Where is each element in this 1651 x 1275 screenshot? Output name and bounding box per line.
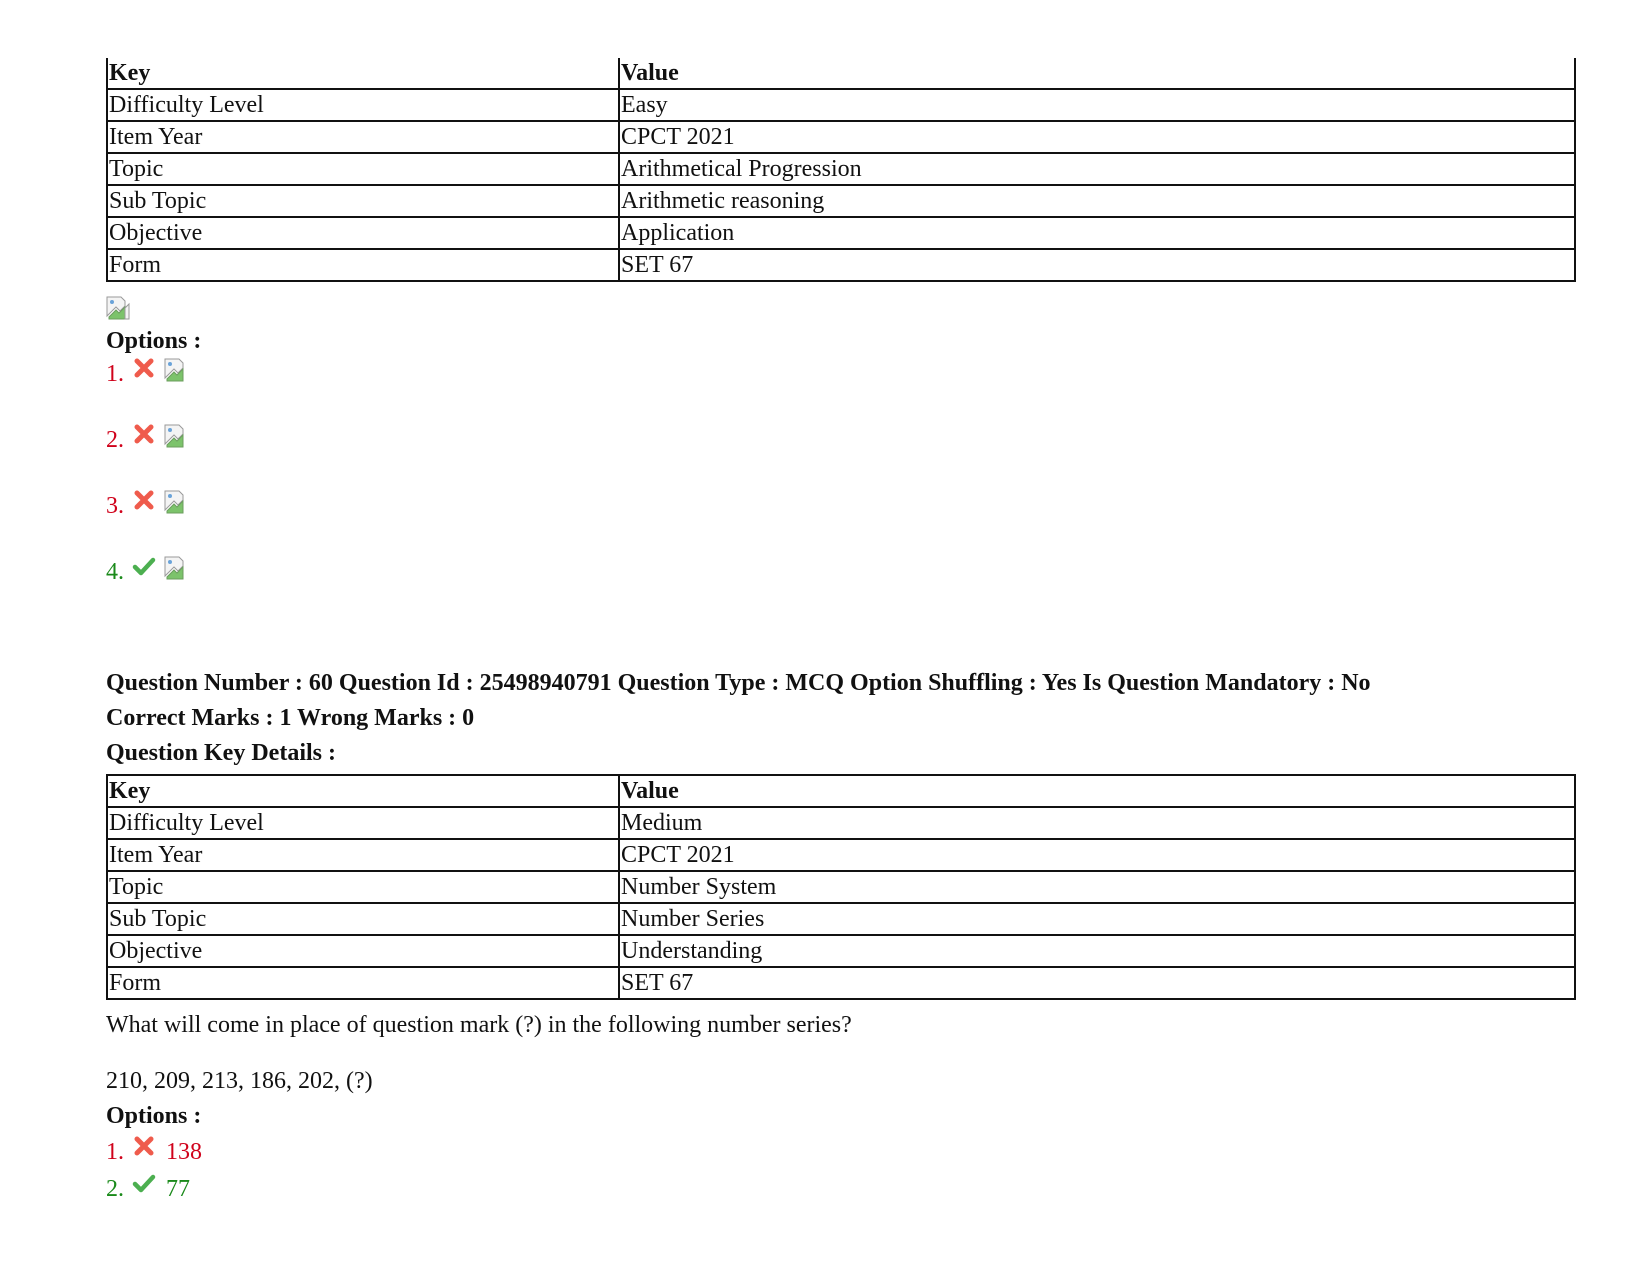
table-cell-key: Item Year [107, 121, 619, 153]
number-series: 210, 209, 213, 186, 202, (?) [106, 1068, 373, 1094]
cross-icon [132, 1134, 156, 1158]
key-details-label: Question Key Details : [106, 740, 336, 766]
table-cell-value: SET 67 [619, 249, 1575, 281]
table-header-row [107, 775, 1575, 807]
table-cell-value: CPCT 2021 [619, 839, 1575, 871]
table-cell-key: Form [107, 249, 619, 281]
table-cell-value: Arithmetic reasoning [619, 185, 1575, 217]
table-cell-value: Arithmetical Progression [619, 153, 1575, 185]
option-item [106, 491, 188, 521]
table-cell-value: CPCT 2021 [619, 121, 1575, 153]
table-row [107, 89, 1575, 121]
option-item [106, 359, 188, 389]
table-row [107, 153, 1575, 185]
table-cell-key: Sub Topic [107, 185, 619, 217]
option-number: 3. [106, 493, 124, 519]
table-row [107, 839, 1575, 871]
table-row [107, 871, 1575, 903]
table-row [107, 967, 1575, 999]
table-cell-key: Difficulty Level [107, 89, 619, 121]
table-cell-value: Number System [619, 871, 1575, 903]
options-label: Options : [106, 1103, 202, 1129]
broken-image-icon [164, 556, 188, 580]
option-text: 138 [166, 1139, 202, 1165]
table-cell-key: Item Year [107, 839, 619, 871]
table-cell-key: Objective [107, 935, 619, 967]
option-number: 2. [106, 427, 124, 453]
table-row [107, 185, 1575, 217]
check-icon [132, 1171, 156, 1195]
marks-line: Correct Marks : 1 Wrong Marks : 0 [106, 705, 475, 731]
question-key-details-table-1 [106, 58, 1576, 282]
broken-image-icon [164, 424, 188, 448]
table-row [107, 121, 1575, 153]
table-cell-key: Sub Topic [107, 903, 619, 935]
option-item [106, 1137, 202, 1167]
cross-icon [132, 422, 156, 446]
cross-icon [132, 356, 156, 380]
broken-image-icon [106, 296, 130, 320]
option-item [106, 425, 188, 455]
table-cell-key: Topic [107, 153, 619, 185]
table-header-key: Key [107, 58, 619, 89]
cross-icon [132, 488, 156, 512]
question-text: What will come in place of question mark (?) in the following number series? [106, 1012, 852, 1038]
table-header-value: Value [619, 775, 1575, 807]
question-header-line: Question Number : 60 Question Id : 25498940791 Question Type : MCQ Option Shuffling : Yes Is Question Mandatory : No [106, 670, 1371, 696]
check-icon [132, 554, 156, 578]
broken-image-icon [164, 490, 188, 514]
options-label: Options : [106, 328, 202, 354]
option-number: 1. [106, 1139, 124, 1165]
table-cell-value: Medium [619, 807, 1575, 839]
table-cell-key: Form [107, 967, 619, 999]
table-row [107, 807, 1575, 839]
table-cell-key: Difficulty Level [107, 807, 619, 839]
option-number: 2. [106, 1176, 124, 1202]
option-item [106, 557, 188, 587]
table-cell-key: Objective [107, 217, 619, 249]
table-cell-value: Easy [619, 89, 1575, 121]
table-cell-value: Application [619, 217, 1575, 249]
option-number: 4. [106, 559, 124, 585]
broken-image-icon [164, 358, 188, 382]
table-header-key: Key [107, 775, 619, 807]
option-item [106, 1174, 190, 1204]
table-row [107, 217, 1575, 249]
table-header-row [107, 58, 1575, 89]
table-cell-value: Number Series [619, 903, 1575, 935]
table-row [107, 935, 1575, 967]
table-cell-key: Topic [107, 871, 619, 903]
option-text: 77 [166, 1176, 190, 1202]
table-row [107, 249, 1575, 281]
table-row [107, 903, 1575, 935]
table-cell-value: Understanding [619, 935, 1575, 967]
question-key-details-table-2 [106, 774, 1576, 1000]
option-number: 1. [106, 361, 124, 387]
table-cell-value: SET 67 [619, 967, 1575, 999]
table-header-value: Value [619, 58, 1575, 89]
